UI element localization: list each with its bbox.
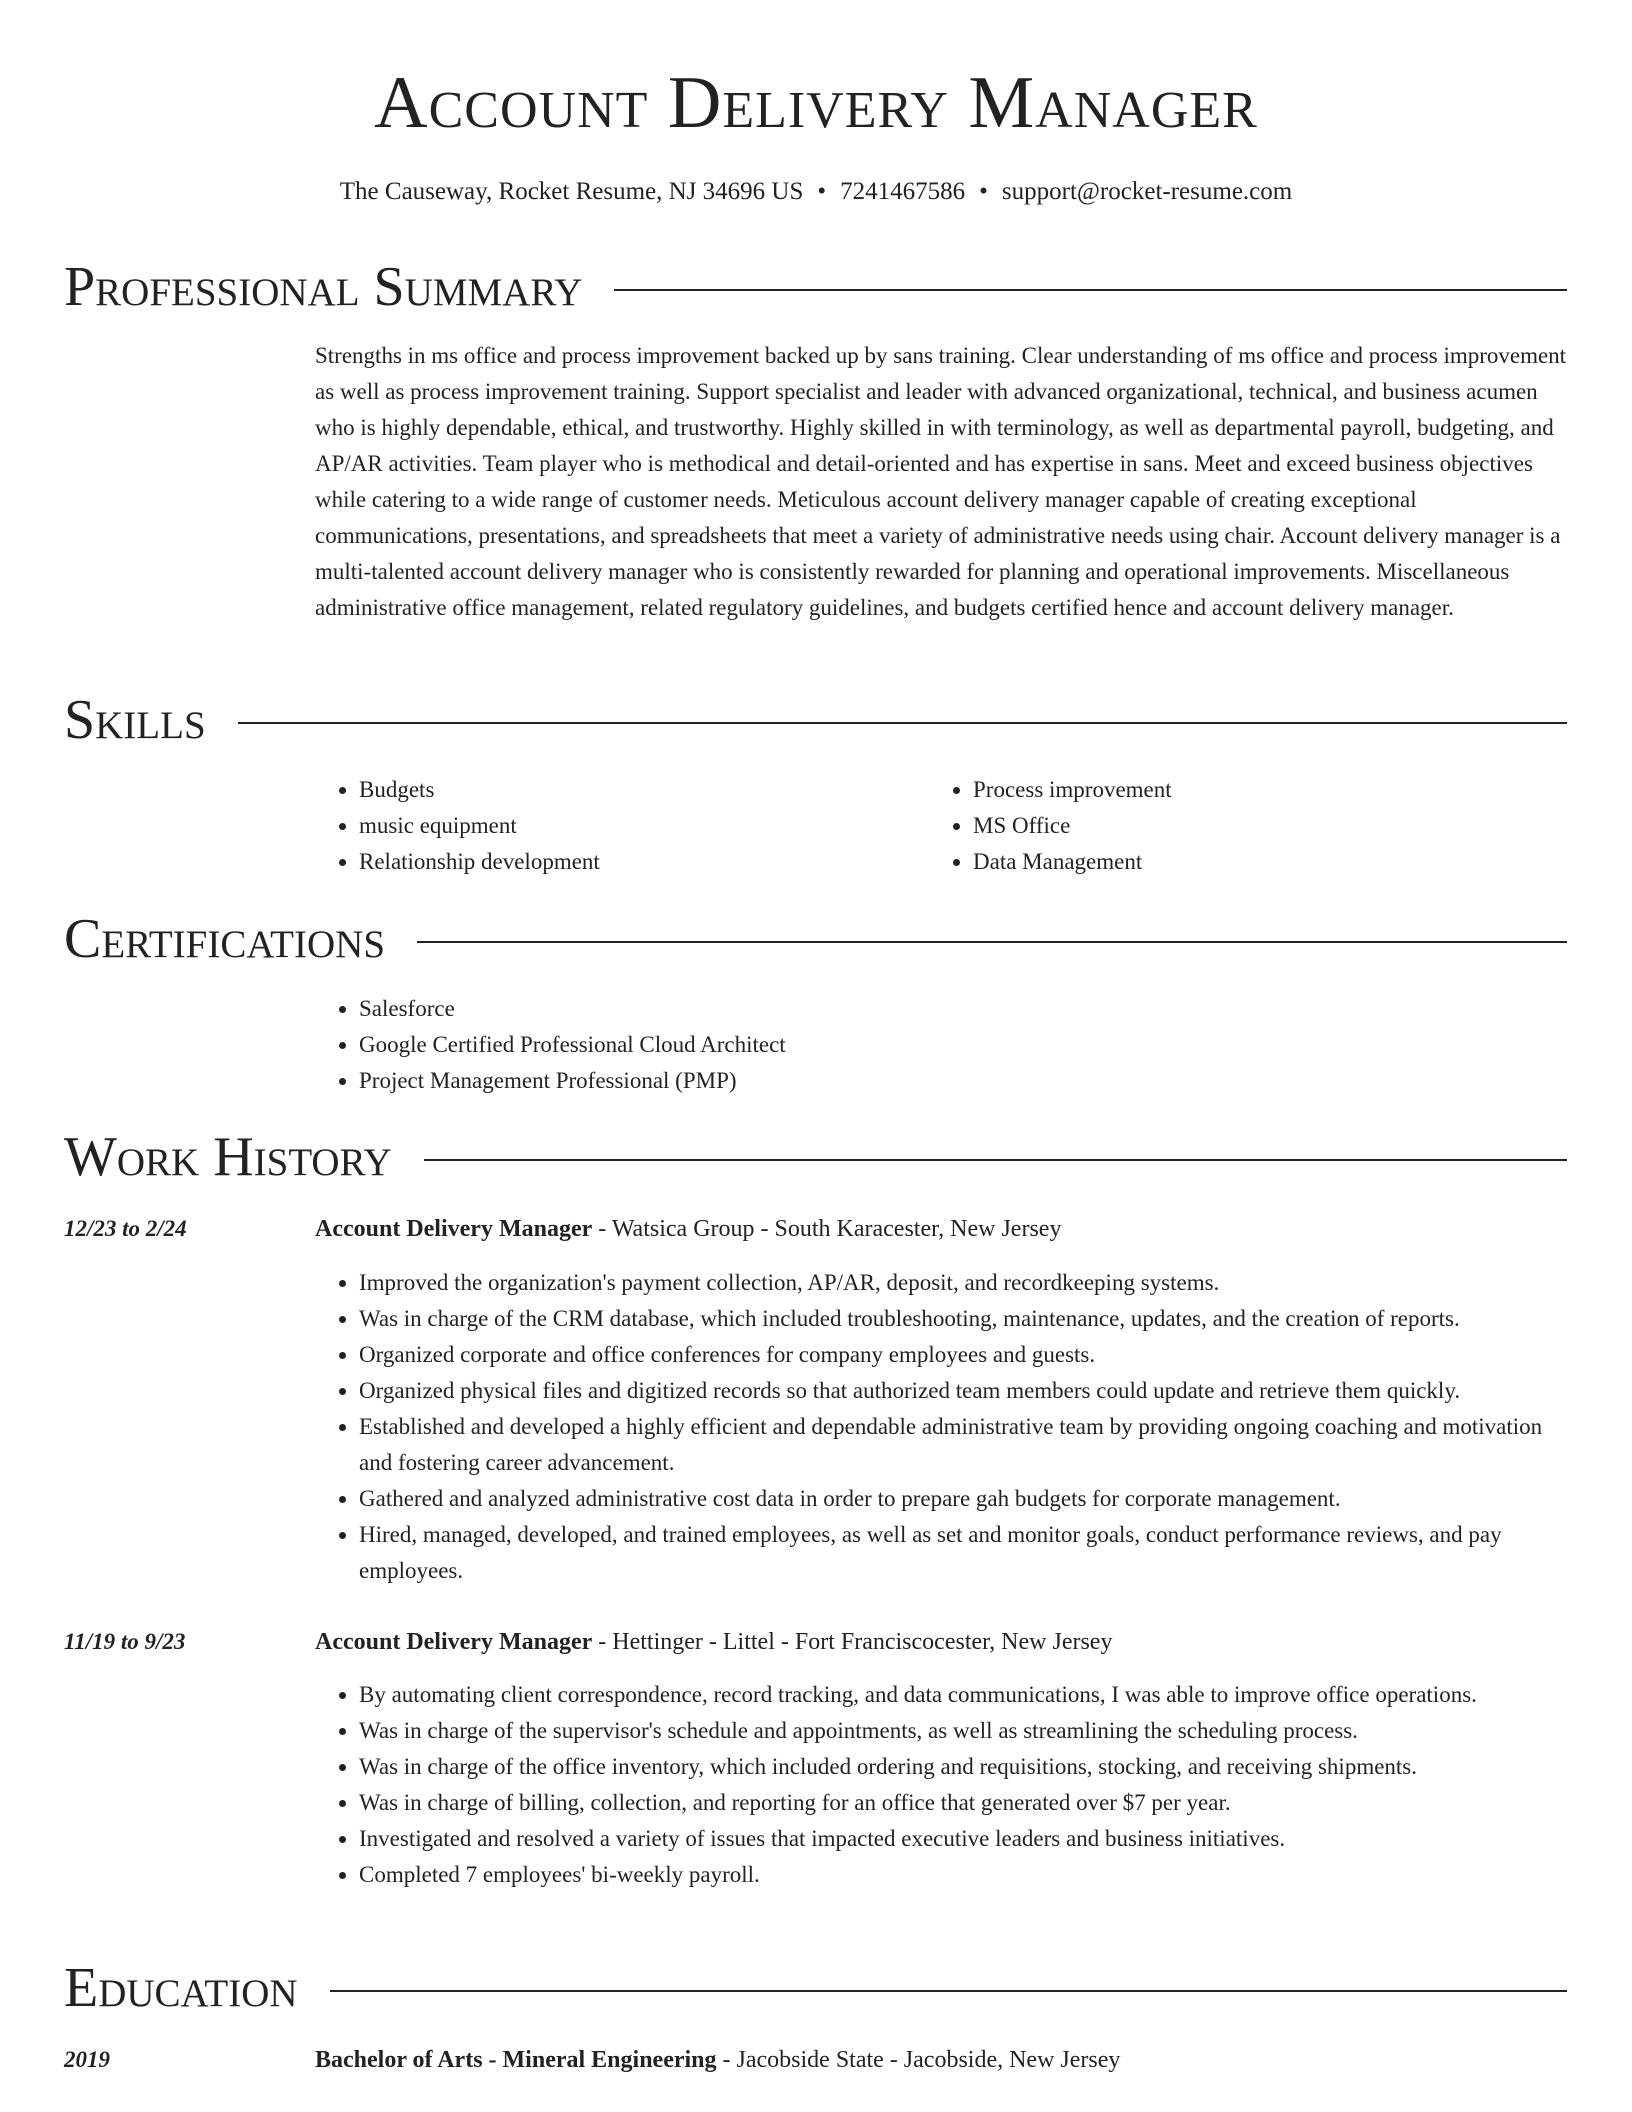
skills-heading: Skills <box>64 688 238 752</box>
summary-heading: Professional Summary <box>64 255 614 319</box>
job-bullet: • Was in charge of the office inventory, which included ordering and requisitions, stocking, and receiving shipments. <box>359 1749 1567 1785</box>
job-bullet: • Completed 7 employees' bi-weekly payroll. <box>359 1857 1567 1893</box>
skill-item: • music equipment <box>359 808 925 844</box>
job-bullet: • By automating client correspondence, record tracking, and data communications, I was able to improve office operations. <box>359 1677 1567 1713</box>
contact-phone: 7241467586 <box>840 178 966 205</box>
job-dates: 12/23 to 2/24 <box>64 1216 187 1241</box>
work-section-header <box>64 1125 1567 1189</box>
job-title-line <box>315 1624 1567 1660</box>
job-responsibilities <box>315 1677 1567 1893</box>
job-bullet: • Improved the organization's payment collection, AP/AR, deposit, and recordkeeping systems. <box>359 1265 1567 1301</box>
contact-address: The Causeway, Rocket Resume, NJ 34696 US <box>339 178 804 205</box>
job-bullet: • Investigated and resolved a variety of issues that impacted executive leaders and business initiatives. <box>359 1821 1567 1857</box>
certifications-heading: Certifications <box>64 907 417 971</box>
skill-item: • Relationship development <box>359 844 925 880</box>
job-bullet: • Was in charge of the supervisor's schedule and appointments, as well as streamlining the scheduling process. <box>359 1713 1567 1749</box>
education-school: - Jacobside State - Jacobside, New Jersey <box>716 2047 1121 2073</box>
job-employer: - Watsica Group - South Karacester, New Jersey <box>592 1216 1062 1242</box>
job-bullet: • Organized corporate and office conferences for company employees and guests. <box>359 1337 1567 1373</box>
education-degree: Bachelor of Arts - Mineral Engineering <box>315 2047 717 2073</box>
certification-item: • Google Certified Professional Cloud Architect <box>359 1027 1567 1063</box>
skill-item: • Data Management <box>973 844 1549 880</box>
contact-separator: • <box>979 178 988 205</box>
job-employer: - Hettinger - Littel - Fort Franciscocester, New Jersey <box>592 1629 1113 1655</box>
education-heading: Education <box>64 1956 330 2020</box>
contact-line <box>0 174 1632 210</box>
job-bullet: • Hired, managed, developed, and trained employees, as well as set and monitor goals, conduct performance reviews, and pay employees. <box>359 1517 1567 1589</box>
skills-list-left <box>315 772 925 880</box>
education-line <box>315 2042 1567 2078</box>
skill-item: • MS Office <box>973 808 1549 844</box>
job-bullet: • Was in charge of billing, collection, and reporting for an office that generated over $7 per year. <box>359 1785 1567 1821</box>
contact-email: support@rocket-resume.com <box>1001 178 1293 205</box>
job-bullet-list <box>315 1265 1567 1589</box>
job-bullet: • Gathered and analyzed administrative cost data in order to prepare gah budgets for corporate management. <box>359 1481 1567 1517</box>
job-dates: 11/19 to 9/23 <box>64 1629 186 1654</box>
certifications-list <box>315 991 1567 1099</box>
job-bullet: • Established and developed a highly efficient and dependable administrative team by providing ongoing coaching and motivation and fostering career advancement. <box>359 1409 1567 1481</box>
education-section-header <box>64 1956 1567 2020</box>
certifications-block <box>315 991 1567 1099</box>
skills-list-right <box>929 772 1549 880</box>
skills-column-left <box>315 772 925 880</box>
certifications-section-header <box>64 907 1567 971</box>
skills-section-header <box>64 688 1567 752</box>
skill-item: • Process improvement <box>973 772 1549 808</box>
job-bullet-list <box>315 1677 1567 1893</box>
summary-section-header <box>64 255 1567 319</box>
summary-text: Strengths in ms office and process improvement backed up by sans training. Clear understanding of ms office and process improvement as well as process improvement training. Support specialist and leader with advanced organizational, technical, and business acumen who is highly dependable, ethical, and trustworthy. Highly skilled in with terminology, as well as departmental payroll, budgeting, and AP/AR activities. Team player who is methodical and detail-oriented and has expertise in sans. Meet and exceed business objectives while catering to a wide range of customer needs. Meticulous account delivery manager capable of creating exceptional communications, presentations, and spreadsheets that meet a variety of administrative needs using chair. Account delivery manager is a multi-talented account delivery manager who is consistently rewarded for planning and operational improvements. Miscellaneous administrative office management, related regulatory guidelines, and budgets certified hence and account delivery manager. <box>315 343 1567 620</box>
job-title-line <box>315 1211 1567 1247</box>
job-bullet: • Was in charge of the CRM database, which included troubleshooting, maintenance, updates, and the creation of reports. <box>359 1301 1567 1337</box>
skill-item: • Budgets <box>359 772 925 808</box>
job-title: Account Delivery Manager <box>315 1216 593 1242</box>
section-divider <box>64 722 1567 724</box>
certification-item: • Salesforce <box>359 991 1567 1027</box>
work-heading: Work History <box>64 1125 424 1189</box>
contact-separator: • <box>817 178 827 205</box>
skills-column-right <box>929 772 1549 880</box>
job-responsibilities <box>315 1265 1567 1589</box>
resume-name: Account Delivery Manager <box>374 62 1258 144</box>
certification-item: • Project Management Professional (PMP) <box>359 1063 1567 1099</box>
job-title: Account Delivery Manager <box>315 1629 593 1655</box>
education-year: 2019 <box>64 2047 110 2072</box>
job-bullet: • Organized physical files and digitized records so that authorized team members could update and retrieve them quickly. <box>359 1373 1567 1409</box>
